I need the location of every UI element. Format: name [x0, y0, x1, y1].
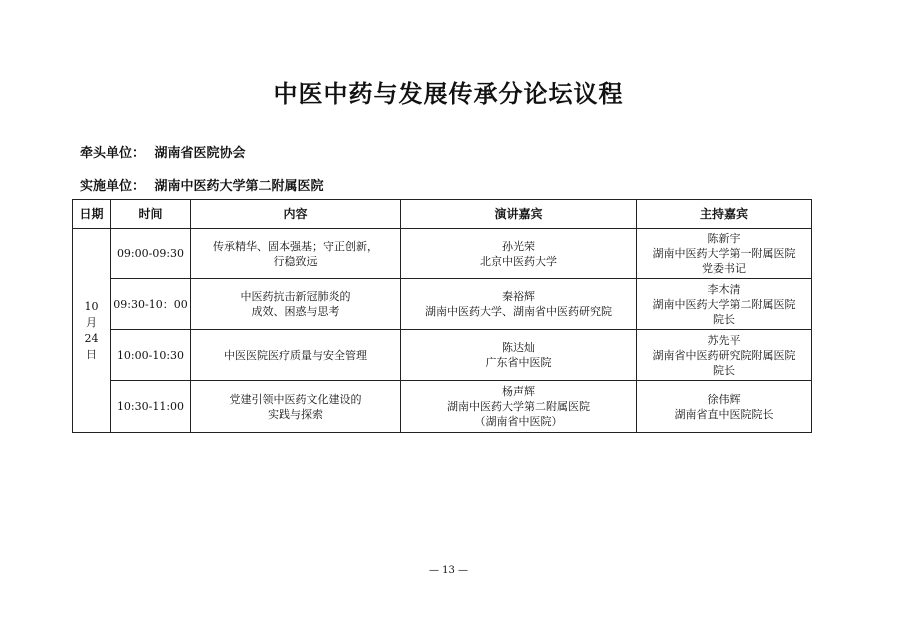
lead-unit-label: 牵头单位： [80, 146, 146, 161]
speaker-cell: 杨声辉 湖南中医药大学第二附属医院 （湖南省中医院） [401, 381, 637, 433]
content-cell: 党建引领中医药文化建设的 实践与探索 [191, 381, 401, 433]
lead-unit [80, 142, 246, 161]
page-title: 中医中药与发展传承分论坛议程 [273, 80, 624, 108]
speaker-cell: 秦裕辉 湖南中医药大学、湖南省中医药研究院 [401, 279, 637, 330]
time-cell: 10:30-11:00 [111, 381, 191, 433]
date-cell: 10 月 24 日 [73, 229, 111, 433]
table-row [73, 229, 812, 279]
time-cell: 09:00-09:30 [111, 229, 191, 279]
header-host: 主持嘉宾 [637, 200, 812, 229]
speaker-cell: 孙光荣 北京中医药大学 [401, 229, 637, 279]
page-number: — 13 — [428, 565, 469, 576]
time-cell: 09:30-10：00 [111, 279, 191, 330]
content-cell: 中医医院医疗质量与安全管理 [191, 330, 401, 381]
implementing-unit-label: 实施单位： [80, 179, 146, 194]
header-row [73, 200, 812, 229]
time-cell: 10:00-10:30 [111, 330, 191, 381]
header-date: 日期 [73, 200, 111, 229]
host-cell: 陈新宇 湖南中医药大学第一附属医院 党委书记 [637, 229, 812, 279]
content-cell: 传承精华、固本强基；守正创新， 行稳致远 [191, 229, 401, 279]
header-speaker: 演讲嘉宾 [401, 200, 637, 229]
table-row [73, 279, 812, 330]
content-cell: 中医药抗击新冠肺炎的 成效、困惑与思考 [191, 279, 401, 330]
host-cell: 徐伟辉 湖南省直中医院院长 [637, 381, 812, 433]
agenda-table [72, 199, 812, 433]
table-row [73, 381, 812, 433]
header-time: 时间 [111, 200, 191, 229]
header-content: 内容 [191, 200, 401, 229]
host-cell: 李木清 湖南中医药大学第二附属医院 院长 [637, 279, 812, 330]
implementing-unit-value: 湖南中医药大学第二附属医院 [154, 179, 324, 194]
host-cell: 苏先平 湖南省中医药研究院附属医院 院长 [637, 330, 812, 381]
implementing-unit [80, 175, 324, 194]
speaker-cell: 陈达灿 广东省中医院 [401, 330, 637, 381]
lead-unit-value: 湖南省医院协会 [154, 146, 246, 161]
table-row [73, 330, 812, 381]
